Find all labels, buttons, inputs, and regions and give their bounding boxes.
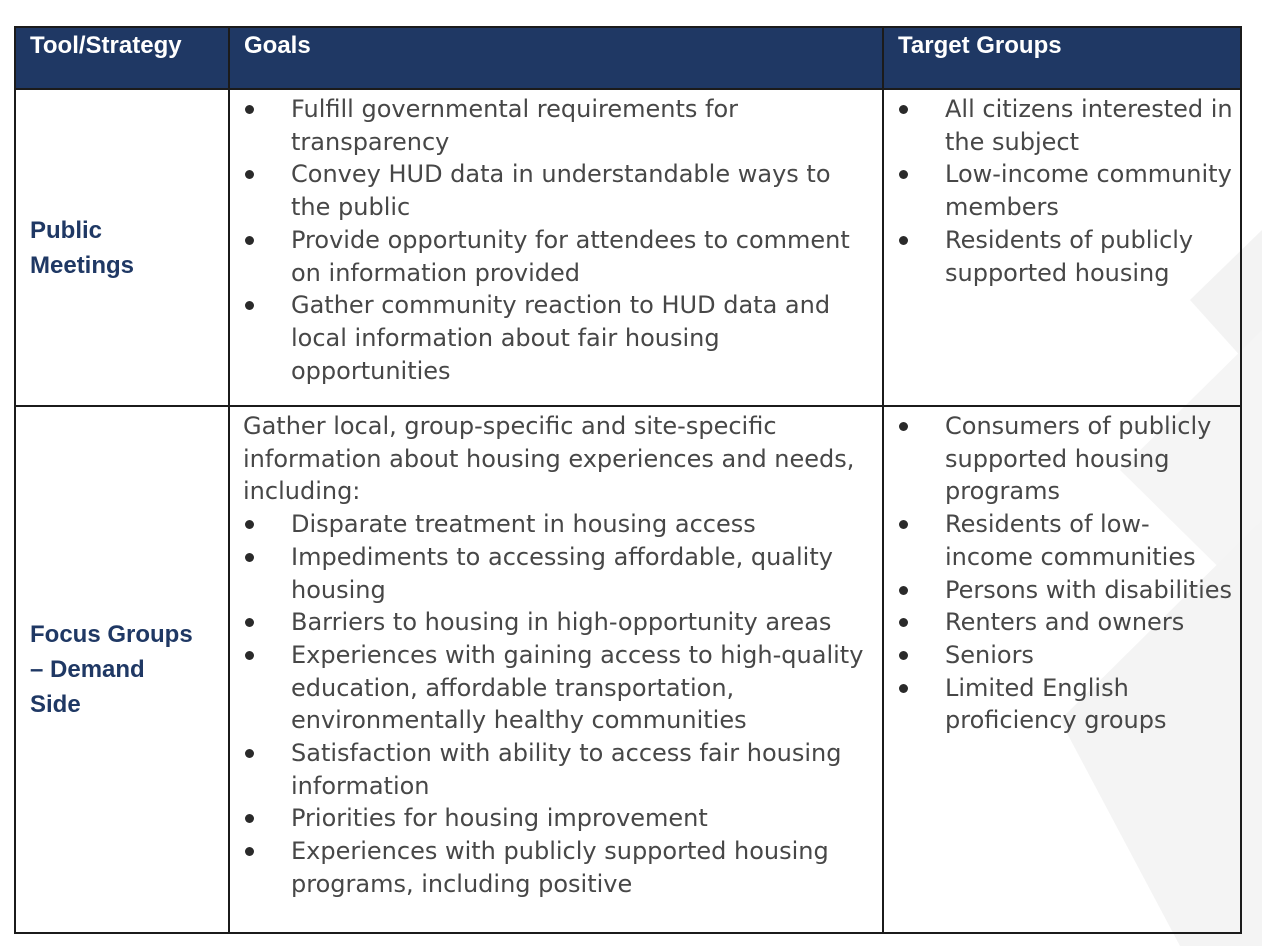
- bullet-icon: [245, 236, 254, 245]
- goals-list: [243, 93, 872, 387]
- list-item: Convey HUD data in understandable ways to the public: [243, 158, 872, 223]
- list-item: Priorities for housing improvement: [243, 802, 872, 835]
- list-item: Limited English proficiency groups: [897, 672, 1234, 737]
- target-groups-cell: [883, 89, 1241, 406]
- list-item: All citizens interested in the subject: [897, 93, 1234, 158]
- bullet-icon: [899, 586, 908, 595]
- bullet-icon: [899, 105, 908, 114]
- tool-strategy-cell: [15, 406, 229, 933]
- bullet-icon: [245, 847, 254, 856]
- header-tool-strategy: Tool/Strategy: [15, 27, 229, 89]
- list-item: Consumers of publicly supported housing programs: [897, 410, 1234, 508]
- target-groups-list: [897, 410, 1234, 737]
- list-item: Experiences with publicly supported housing programs, including positive: [243, 835, 872, 900]
- list-item: Residents of low-income communities: [897, 508, 1234, 573]
- bullet-icon: [245, 651, 254, 660]
- table-header-row: [15, 27, 1241, 89]
- bullet-icon: [245, 301, 254, 310]
- bullet-icon: [899, 651, 908, 660]
- header-target-groups: Target Groups: [883, 27, 1241, 89]
- goals-list: [243, 508, 872, 900]
- bullet-icon: [245, 618, 254, 627]
- list-item: Provide opportunity for attendees to comment on information provided: [243, 224, 872, 289]
- tool-name-line: Public: [30, 216, 103, 244]
- strategy-table: [14, 26, 1242, 934]
- list-item: Persons with disabilities: [897, 574, 1234, 607]
- tool-strategy-cell: [15, 89, 229, 406]
- bullet-icon: [245, 814, 254, 823]
- header-goals: Goals: [229, 27, 883, 89]
- list-item: Experiences with gaining access to high-quality education, affordable transportation, environmentally healthy communities: [243, 639, 872, 737]
- tool-name-line: Meetings: [30, 251, 135, 279]
- list-item: Seniors: [897, 639, 1234, 672]
- list-item: Fulfill governmental requirements for transparency: [243, 93, 872, 158]
- list-item: Low-income community members: [897, 158, 1234, 223]
- table-row: [15, 406, 1241, 933]
- goals-cell: [229, 406, 883, 933]
- goals-cell: [229, 89, 883, 406]
- bullet-icon: [899, 520, 908, 529]
- list-item: Disparate treatment in housing access: [243, 508, 872, 541]
- list-item: Impediments to accessing affordable, quality housing: [243, 541, 872, 606]
- bullet-icon: [245, 520, 254, 529]
- bullet-icon: [899, 422, 908, 431]
- list-item: Renters and owners: [897, 606, 1234, 639]
- bullet-icon: [245, 749, 254, 758]
- tool-name-line: – Demand: [30, 656, 145, 683]
- target-groups-cell: [883, 406, 1241, 933]
- list-item: Residents of publicly supported housing: [897, 224, 1234, 289]
- list-item: Satisfaction with ability to access fair housing information: [243, 737, 872, 802]
- target-groups-list: [897, 93, 1234, 289]
- bullet-icon: [245, 553, 254, 562]
- bullet-icon: [899, 684, 908, 693]
- list-item: Gather community reaction to HUD data and local information about fair housing opportunities: [243, 289, 872, 387]
- bullet-icon: [899, 618, 908, 627]
- goals-intro: Gather local, group-specific and site-specific information about housing experiences and needs, including:: [243, 412, 855, 506]
- table-row: [15, 89, 1241, 406]
- bullet-icon: [245, 105, 254, 114]
- bullet-icon: [899, 170, 908, 179]
- tool-name-line: Side: [30, 691, 81, 718]
- bullet-icon: [245, 170, 254, 179]
- bullet-icon: [899, 236, 908, 245]
- tool-name-line: Focus Groups: [30, 621, 193, 648]
- list-item: Barriers to housing in high-opportunity areas: [243, 606, 872, 639]
